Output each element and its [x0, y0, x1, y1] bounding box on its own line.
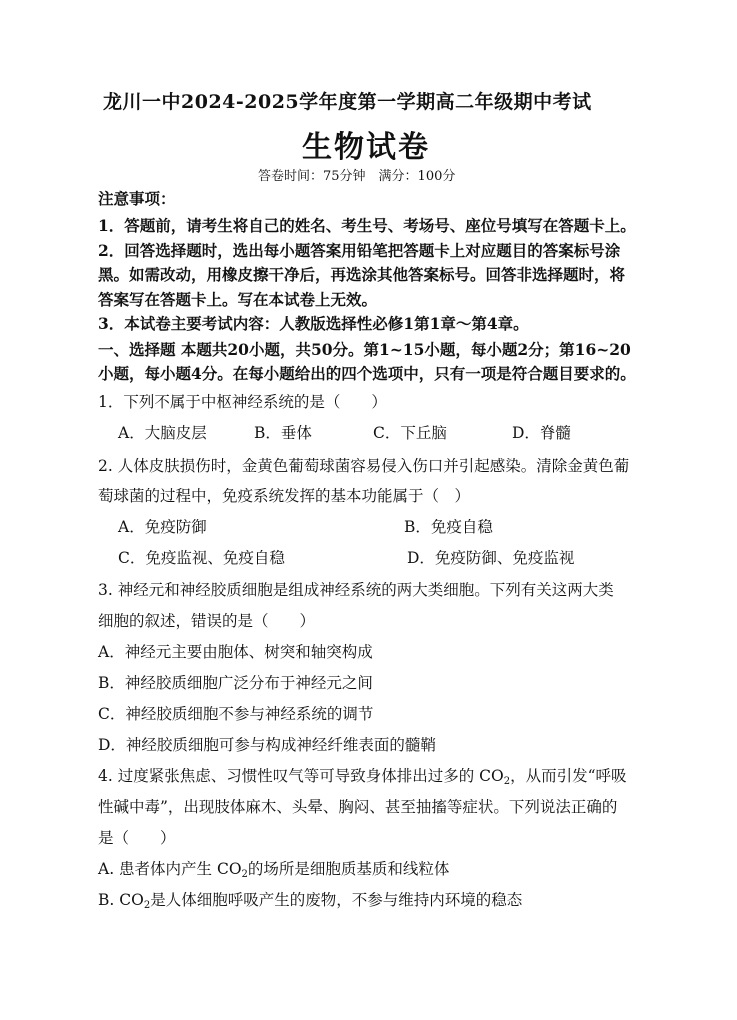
q4-option-b-text: B. CO [98, 891, 144, 909]
q4-option-a-text: A. 患者体内产生 CO [98, 860, 242, 878]
q4-option-b-subscript: 2 [143, 900, 151, 911]
q2-stem-line-1: 2. 人体皮肤损伤时，金黄色葡萄球菌容易侵入伤口并引起感染。清除金黄色葡 [98, 457, 630, 475]
q3-stem-line-1: 3. 神经元和神经胶质细胞是组成神经系统的两大类细胞。下列有关这两大类 [98, 581, 614, 599]
q3-option-c: C．神经胶质细胞不参与神经系统的调节 [98, 705, 374, 723]
q2-stem-line-2: 萄球菌的过程中，免疫系统发挥的基本功能属于（ ） [98, 487, 471, 505]
exam-info: 答卷时间：75分钟 满分：100分 [258, 169, 456, 184]
q1-option-a: A．大脑皮层 [118, 424, 207, 442]
q1-option-d: D．脊髓 [512, 424, 571, 442]
q2-option-d: D．免疫防御、免疫监视 [407, 549, 575, 567]
q4-stem-line-1-tail: ，从而引发“呼吸 [510, 767, 627, 785]
q4-co2-subscript: 2 [503, 776, 511, 787]
q4-option-a [98, 859, 449, 879]
school-title: 龙川一中2024-2025学年度第一学期高二年级期中考试 [103, 91, 592, 113]
notice-item-2-end: 答案写在答题卡上。写在本试卷上无效。 [98, 290, 378, 309]
notice-heading: 注意事项： [98, 189, 176, 208]
section-heading-cont: 小题，每小题4分。在每小题给出的四个选项中，只有一项是符合题目要求的。 [98, 364, 636, 383]
notice-item-2: 2．回答选择题时，选出每小题答案用铅笔把答题卡上对应题目的答案标号涂 [98, 241, 621, 260]
q3-stem-line-2: 细胞的叙述，错误的是（ ） [98, 612, 316, 630]
q4-stem-line-3: 是（ ） [98, 829, 176, 847]
subject-title: 生物试卷 [302, 130, 430, 165]
section-heading: 一、选择题 本题共20小题，共50分。第1~15小题，每小题2分；第16~20 [98, 340, 631, 359]
q1-option-c: C．下丘脑 [373, 424, 447, 442]
q2-option-a: A．免疫防御 [118, 518, 207, 536]
q4-option-a-tail: 的场所是细胞质基质和线粒体 [247, 860, 450, 878]
q3-option-a: A．神经元主要由胞体、树突和轴突构成 [98, 643, 373, 661]
q4-option-a-subscript: 2 [241, 869, 248, 880]
q1-stem: 1．下列不属于中枢神经系统的是（ ） [98, 393, 387, 411]
q1-option-b: B．垂体 [254, 424, 312, 442]
q4-stem-line-1-text: 4. 过度紧张焦虑、习惯性叹气等可导致身体排出过多的 CO [98, 767, 504, 785]
q3-option-d: D．神经胶质细胞可参与构成神经纤维表面的髓鞘 [98, 736, 436, 754]
q4-option-b-tail: 是人体细胞呼吸产生的废物，不参与维持内环境的稳态 [150, 891, 523, 909]
q4-stem-line-1 [98, 766, 627, 786]
q3-option-b: B．神经胶质细胞广泛分布于神经元之间 [98, 674, 373, 692]
q2-option-b: B．免疫自稳 [404, 518, 493, 536]
q2-option-c: C．免疫监视、免疫自稳 [118, 549, 285, 567]
q4-stem-line-2: 性碱中毒”，出现肢体麻木、头晕、胸闷、甚至抽搐等症状。下列说法正确的 [98, 798, 618, 816]
q4-option-b [98, 890, 522, 910]
notice-item-3: 3．本试卷主要考试内容：人教版选择性必修1第1章～第4章。 [98, 314, 529, 333]
notice-item-1: 1．答题前，请考生将自己的姓名、考生号、考场号、座位号填写在答题卡上。 [98, 216, 636, 235]
notice-item-2-cont: 黑。如需改动，用橡皮擦干净后，再选涂其他答案标号。回答非选择题时，将 [98, 265, 626, 284]
